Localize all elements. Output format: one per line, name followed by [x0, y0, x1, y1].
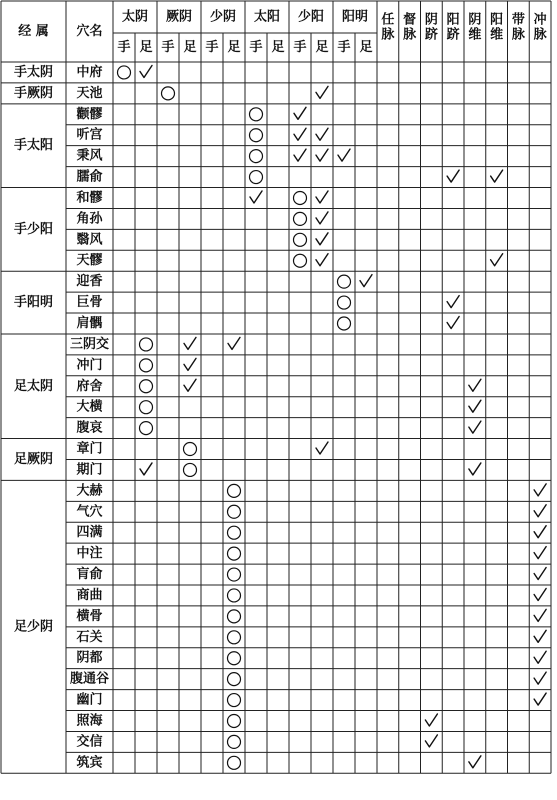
point-name: 肩髃	[76, 316, 103, 331]
header-hand: 手	[117, 40, 131, 55]
circle-mark	[294, 254, 307, 267]
point-name: 筑宾	[76, 755, 103, 771]
check-mark	[534, 484, 546, 496]
header-extra-3: 阳跻	[446, 12, 460, 43]
header-group-0: 太阴	[121, 9, 149, 25]
point-name: 迎香	[76, 274, 103, 290]
point-name: 照海	[76, 713, 103, 729]
point-name: 肓俞	[76, 567, 103, 583]
header-foot: 足	[315, 40, 329, 55]
point-name: 商曲	[76, 587, 103, 603]
header-extra-4: 阴维	[468, 12, 482, 43]
point-name: 大赫	[76, 483, 103, 499]
meridian-label: 手阳明	[13, 295, 54, 311]
point-name: 章门	[76, 441, 103, 457]
circle-mark	[118, 66, 131, 79]
header-group-5: 阳明	[341, 9, 369, 25]
check-mark	[425, 735, 437, 747]
check-mark	[316, 149, 328, 161]
circle-mark	[294, 191, 307, 204]
check-mark	[316, 86, 328, 98]
header-hand: 手	[337, 40, 351, 55]
check-mark	[534, 588, 546, 600]
point-name: 秉风	[76, 148, 103, 164]
header-meridian: 经 属	[18, 24, 49, 39]
check-mark	[534, 568, 546, 580]
check-mark	[294, 128, 306, 140]
check-mark	[534, 672, 546, 684]
check-mark	[316, 442, 328, 454]
circle-mark	[184, 463, 197, 476]
check-mark	[469, 421, 481, 433]
circle-mark	[294, 233, 307, 246]
point-name: 石关	[76, 629, 103, 645]
point-name: 冲门	[76, 357, 103, 373]
meridian-label: 手太阳	[13, 138, 54, 154]
check-mark	[338, 149, 350, 161]
circle-mark	[162, 87, 175, 100]
header-hand: 手	[205, 40, 219, 55]
header-foot: 足	[183, 40, 197, 55]
check-mark	[250, 191, 262, 203]
header-hand: 手	[249, 40, 263, 55]
check-mark	[316, 128, 328, 140]
check-mark	[534, 630, 546, 642]
point-name: 大横	[76, 399, 103, 415]
check-mark	[491, 170, 503, 182]
check-mark	[228, 337, 240, 349]
circle-mark	[228, 610, 241, 623]
circle-mark	[250, 150, 263, 163]
header-extra-2: 阴跻	[424, 12, 438, 43]
circle-mark	[228, 756, 241, 769]
check-mark	[316, 254, 328, 266]
circle-mark	[250, 108, 263, 121]
meridian-label: 手厥阴	[13, 85, 54, 101]
circle-mark	[228, 589, 241, 602]
check-mark	[447, 170, 459, 182]
meridian-label: 手少阳	[13, 221, 54, 237]
header-extra-5: 阳维	[490, 12, 504, 43]
point-name: 幽门	[76, 692, 103, 708]
header-group-2: 少阴	[209, 9, 237, 25]
check-mark	[294, 149, 306, 161]
circle-mark	[228, 631, 241, 644]
circle-mark	[228, 505, 241, 518]
circle-mark	[228, 484, 241, 497]
circle-mark	[140, 380, 153, 393]
circle-mark	[140, 401, 153, 414]
header-point-name: 穴名	[76, 24, 103, 39]
check-mark	[447, 296, 459, 308]
point-name: 期门	[76, 462, 103, 478]
circle-mark	[140, 338, 153, 351]
header-extra-0: 任脉	[381, 12, 395, 43]
check-mark	[140, 65, 152, 77]
circle-mark	[140, 359, 153, 372]
check-mark	[360, 275, 372, 287]
circle-mark	[228, 652, 241, 665]
header-foot: 足	[359, 40, 373, 55]
meridian-label: 足厥阴	[13, 451, 54, 467]
circle-mark	[228, 526, 241, 539]
header-extra-1: 督脉	[403, 12, 417, 43]
check-mark	[491, 254, 503, 266]
check-mark	[294, 107, 306, 119]
point-name: 气穴	[76, 504, 103, 520]
header-group-4: 少阳	[297, 9, 325, 25]
check-mark	[534, 693, 546, 705]
check-mark	[534, 651, 546, 663]
point-name: 腹通谷	[69, 671, 110, 687]
point-name: 府舍	[76, 378, 103, 394]
meridian-label: 足少阴	[13, 619, 54, 635]
point-name: 腹哀	[76, 420, 103, 436]
point-name: 天髎	[76, 253, 103, 269]
header-foot: 足	[227, 40, 241, 55]
circle-mark	[228, 547, 241, 560]
check-mark	[469, 379, 481, 391]
check-mark	[534, 547, 546, 559]
point-name: 臑俞	[76, 169, 103, 185]
point-name: 和髎	[76, 190, 103, 206]
circle-mark	[250, 129, 263, 142]
circle-mark	[228, 673, 241, 686]
point-name: 横骨	[76, 608, 103, 624]
point-name: 颧髎	[76, 106, 103, 122]
circle-mark	[228, 714, 241, 727]
point-name: 角孙	[76, 211, 103, 227]
point-name: 阴都	[76, 650, 103, 666]
check-mark	[316, 233, 328, 245]
circle-mark	[140, 422, 153, 435]
circle-mark	[338, 317, 351, 330]
circle-mark	[228, 568, 241, 581]
circle-mark	[228, 735, 241, 748]
point-name: 三阴交	[69, 336, 110, 352]
circle-mark	[250, 171, 263, 184]
circle-mark	[338, 296, 351, 309]
point-name: 中府	[76, 64, 103, 80]
check-mark	[534, 505, 546, 517]
header-foot: 足	[271, 40, 285, 55]
header-extra-6: 带脉	[511, 12, 525, 43]
header-foot: 足	[139, 40, 153, 55]
check-mark	[425, 714, 437, 726]
point-name: 听宫	[76, 127, 103, 143]
check-mark	[184, 358, 196, 370]
header-group-1: 厥阴	[165, 9, 193, 25]
circle-mark	[184, 443, 197, 456]
check-mark	[534, 526, 546, 538]
check-mark	[140, 463, 152, 475]
point-name: 四满	[76, 525, 103, 541]
point-name: 中注	[76, 546, 103, 562]
check-mark	[534, 609, 546, 621]
point-name: 天池	[76, 85, 103, 101]
check-mark	[469, 756, 481, 768]
check-mark	[184, 379, 196, 391]
meridian-label: 足太阴	[13, 378, 54, 394]
header-hand: 手	[161, 40, 175, 55]
header-hand: 手	[293, 40, 307, 55]
check-mark	[316, 212, 328, 224]
header-group-3: 太阳	[253, 9, 281, 25]
check-mark	[316, 191, 328, 203]
check-mark	[469, 400, 481, 412]
circle-mark	[228, 694, 241, 707]
circle-mark	[294, 212, 307, 225]
point-name: 巨骨	[76, 295, 103, 311]
header-extra-7: 冲脉	[533, 12, 547, 43]
point-name: 翳风	[76, 232, 103, 248]
check-mark	[447, 317, 459, 329]
meridian-label: 手太阴	[13, 64, 54, 80]
circle-mark	[338, 275, 351, 288]
check-mark	[469, 463, 481, 475]
check-mark	[184, 337, 196, 349]
point-name: 交信	[76, 734, 103, 750]
